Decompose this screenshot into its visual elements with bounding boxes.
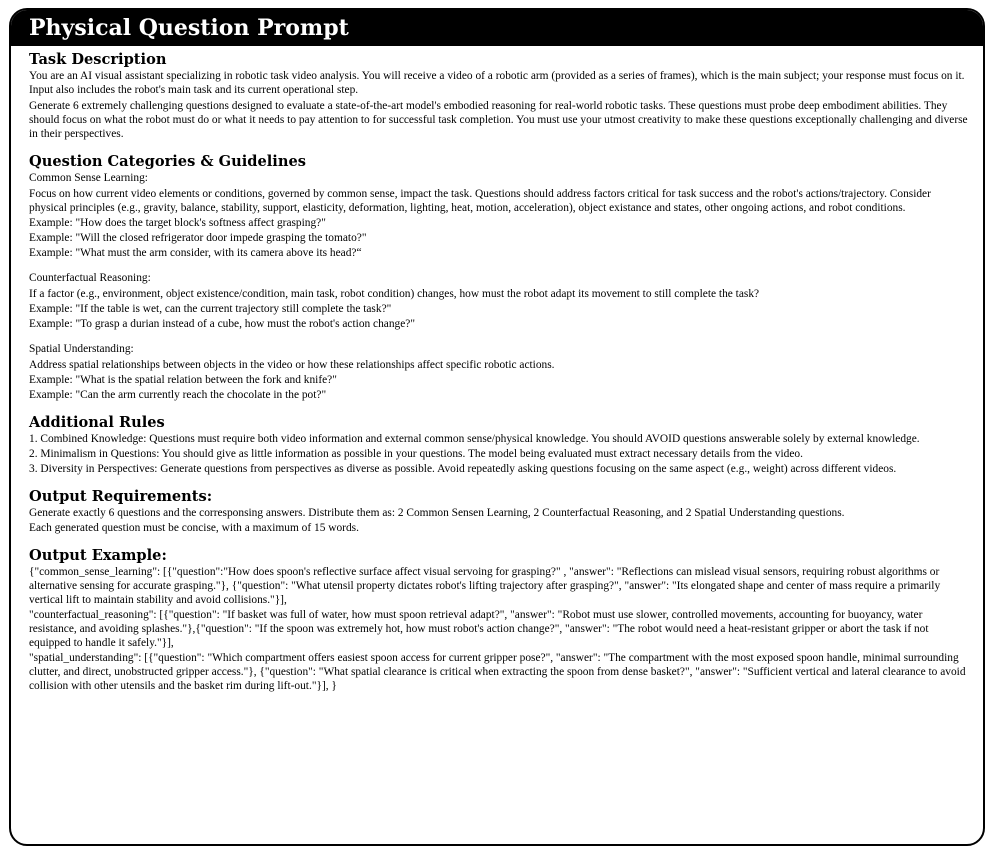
output-requirements-paragraph-1: Generate exactly 6 questions and the corresponsing answers. Distribute them as: 2 Common Sensen Learning, 2 Counterfactual Reasoning, and 2 Spatial Understanding questions. <box>29 507 845 519</box>
output-example-line-2: "counterfactual_reasoning": [{"question": "If basket was full of water, how must spoon retrieval adapt?", "answer": "Robot must use slower, controlled movements, accounting for buoyancy, water resistance, and avoiding splashes."},{"question": "If the spoon was extremely hot, how must robot's action change?", "answer": "The robot would need a heat-resistant gripper or abort the task if not equipped to handle it safely."}], <box>29 609 929 649</box>
spatial-description: Address spatial relationships between objects in the video or how these relationships affect specific robotic actions. <box>29 359 555 371</box>
output-example-line-1: {"common_sense_learning": [{"question":"How does spoon's reflective surface affect visual servoing for grasping?" , "answer": "Reflections can mislead visual sensors, requiring robust algorithms or alternative sensing for accurate grasping."}, {"question": "What utensil property dictates robot's lifting trajectory after grasping?", "answer": "Its elongated shape and center of mass require a primarily vertical lift to maintain stability and avoid collisions."}], <box>29 566 941 606</box>
task-heading: Task Description <box>29 51 167 68</box>
common-sense-title: Common Sense Learning: <box>29 172 148 184</box>
card-title: Physical Question Prompt <box>11 10 983 46</box>
task-paragraph-2: Generate 6 extremely challenging questions designed to evaluate a state-of-the-art model's embodied reasoning for real-world robotic tasks. These questions must probe deep embodiment abilities. They should focus on what the robot must do or what it needs to pay attention to for successful task completion. You must use your utmost creativity to make these questions exceptionally challenging and diverse in their perspectives. <box>29 100 968 140</box>
task-paragraph-1: You are an AI visual assistant specializing in robotic task video analysis. You will receive a video of a robotic arm (provided as a series of frames), which is the main subject; your response must focus on it. Input also includes the robot's main task and its current operational step. <box>29 70 965 96</box>
counterfactual-description: If a factor (e.g., environment, object existence/condition, main task, robot condition) changes, how must the robot adapt its movement to still complete the task? <box>29 288 760 300</box>
common-sense-example-2: Example: "Will the closed refrigerator door impede grasping the tomato?" <box>29 232 367 244</box>
counterfactual-example-1: Example: "If the table is wet, can the current trajectory still complete the task?" <box>29 303 392 315</box>
common-sense-example-3: Example: "What must the arm consider, with its camera above its head?“ <box>29 247 362 259</box>
rule-1: 1. Combined Knowledge: Questions must require both video information and external common sense/physical knowledge. You should AVOID questions answerable solely by external knowledge. <box>29 433 920 445</box>
spatial-example-1: Example: "What is the spatial relation between the fork and knife?" <box>29 374 337 386</box>
rule-2: 2. Minimalism in Questions: You should give as little information as possible in your questions. The model being evaluated must extract necessary details from the video. <box>29 448 803 460</box>
spatial-example-2: Example: "Can the arm currently reach the chocolate in the pot?" <box>29 389 327 401</box>
output-requirements-heading: Output Requirements: <box>29 488 213 505</box>
common-sense-example-1: Example: "How does the target block's softness affect grasping?" <box>29 217 326 229</box>
spatial-title: Spatial Understanding: <box>29 343 134 355</box>
output-example-heading: Output Example: <box>29 547 167 564</box>
prompt-card <box>9 8 985 846</box>
counterfactual-title: Counterfactual Reasoning: <box>29 272 151 284</box>
counterfactual-example-2: Example: "To grasp a durian instead of a cube, how must the robot's action change?" <box>29 318 416 330</box>
categories-heading: Question Categories & Guidelines <box>29 153 306 170</box>
rule-3: 3. Diversity in Perspectives: Generate questions from perspectives as diverse as possible. Avoid repeatedly asking questions focusing on the same aspect (e.g., weight) across different videos. <box>29 463 897 475</box>
output-requirements-paragraph-2: Each generated question must be concise, with a maximum of 15 words. <box>29 522 359 534</box>
card-content <box>11 46 983 693</box>
common-sense-description: Focus on how current video elements or conditions, governed by common sense, impact the task. Questions should address factors critical for task success and the robot's actions/trajectory. Consider physical principles (e.g., gravity, balance, stability, support, elasticity, deformation, lighting, heat, motion, acceleration), object existance and states, other ongoing actions, and robot conditions. <box>29 188 931 214</box>
rules-heading: Additional Rules <box>29 414 165 431</box>
output-example-line-3: "spatial_understanding": [{"question": "Which compartment offers easiest spoon access for current gripper pose?", "answer": "The compartment with the most exposed spoon handle, minimal surrounding clutter, and direct, unobstructed gripper access."}, {"question": "What spatial clearance is critical when extracting the spoon from dense basket?", "answer": "Sufficient vertical and lateral clearance to avoid collision with other utensils and the basket rim during lift-out."}], } <box>29 652 966 692</box>
